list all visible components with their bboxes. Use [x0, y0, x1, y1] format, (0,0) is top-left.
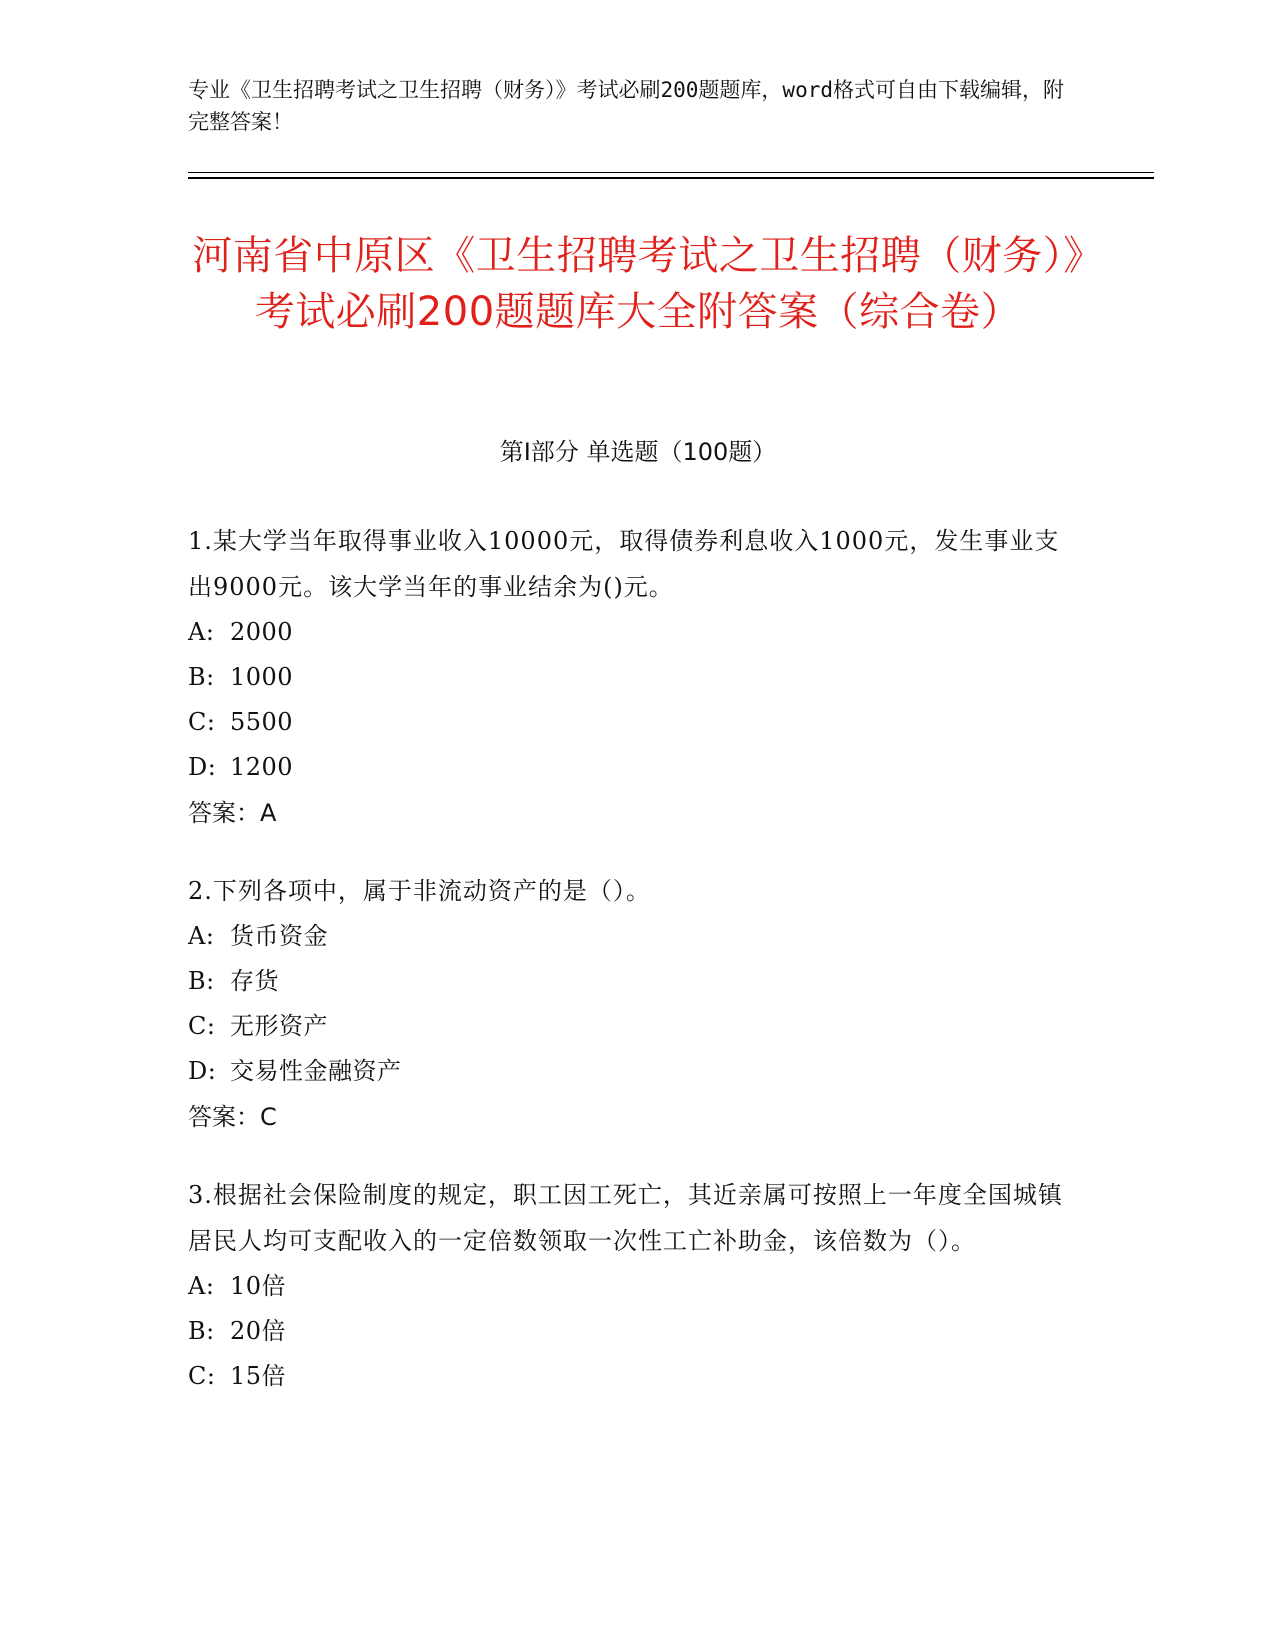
option-text: 无形资产: [230, 1012, 328, 1040]
option-a: [188, 610, 1068, 655]
option-letter: A:: [188, 618, 215, 646]
option-letter: B:: [188, 1317, 215, 1345]
option-text: 1000: [230, 663, 294, 691]
question-stem: 1.某大学当年取得事业收入10000元，取得债券利息收入1000元，发生事业支出9000元。该大学当年的事业结余为()元。: [188, 527, 1060, 601]
option-c: [188, 700, 1068, 745]
option-a: [188, 914, 1068, 959]
option-letter: C:: [188, 708, 216, 736]
question-stem: 3.根据社会保险制度的规定，职工因工死亡，其近亲属可按照上一年度全国城镇居民人均可支配收入的一定倍数领取一次性工亡补助金，该倍数为（）。: [188, 1181, 1063, 1255]
option-d: [188, 1049, 1068, 1094]
option-b: [188, 959, 1068, 1004]
option-text: 1200: [230, 753, 294, 781]
answer-line: 答案：C: [188, 1103, 277, 1131]
option-text: 15倍: [230, 1362, 287, 1390]
question-1: [188, 518, 1068, 836]
option-c: [188, 1004, 1068, 1049]
option-text: 存货: [230, 967, 279, 995]
option-a: [188, 1264, 1068, 1309]
option-letter: A:: [188, 1272, 215, 1300]
header-rule-top: [188, 172, 1154, 173]
question-3: [188, 1172, 1068, 1399]
header-note: 专业《卫生招聘考试之卫生招聘（财务）》考试必刷200题题库，word格式可自由下载编辑，附完整答案！: [188, 78, 1064, 134]
option-text: 货币资金: [230, 922, 328, 950]
option-letter: A:: [188, 922, 215, 950]
option-letter: D:: [188, 1057, 217, 1085]
option-b: [188, 1309, 1068, 1354]
header-rule-bottom: [188, 177, 1154, 179]
section-heading: 第I部分 单选题（100题）: [499, 438, 777, 466]
option-letter: B:: [188, 967, 215, 995]
option-d: [188, 745, 1068, 790]
option-text: 5500: [230, 708, 294, 736]
option-letter: B:: [188, 663, 215, 691]
question-stem: 2.下列各项中，属于非流动资产的是（）。: [188, 877, 651, 905]
option-text: 10倍: [230, 1272, 287, 1300]
question-2: [188, 868, 1068, 1140]
option-letter: C:: [188, 1362, 216, 1390]
option-text: 20倍: [230, 1317, 287, 1345]
option-letter: D:: [188, 753, 217, 781]
option-text: 2000: [230, 618, 294, 646]
option-c: [188, 1354, 1068, 1399]
option-b: [188, 655, 1068, 700]
document-title: 河南省中原区《卫生招聘考试之卫生招聘（财务）》考试必刷200题题库大全附答案（综合卷）: [192, 233, 1084, 335]
option-text: 交易性金融资产: [230, 1057, 402, 1085]
option-letter: C:: [188, 1012, 216, 1040]
answer-line: 答案：A: [188, 799, 277, 827]
